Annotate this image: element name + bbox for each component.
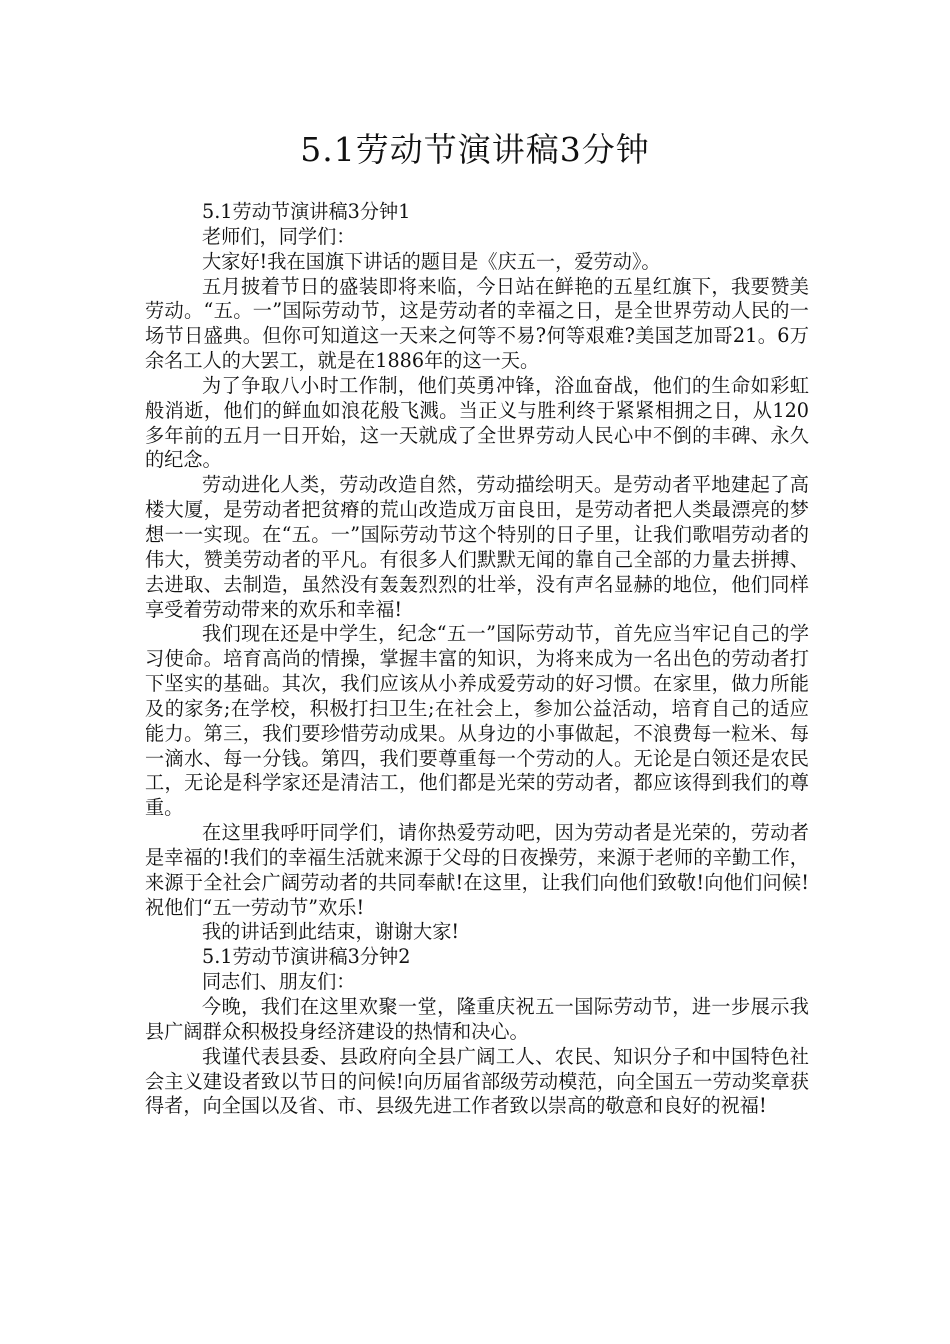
paragraph-body: 劳动进化人类，劳动改造自然，劳动描绘明天。是劳动者平地建起了高楼大厦，是劳动者把贫瘠的荒山改造成万亩良田，是劳动者把人类最漂亮的梦想一一实现。在“五。一”国际劳动节这个特别的日子里，让我们歌唱劳动者的伟大，赞美劳动者的平凡。有很多人们默默无闻的靠自己全部的力量去拼搏、去进取、去制造，虽然没有轰轰烈烈的壮举，没有声名显赫的地位，他们同样享受着劳动带来的欢乐和幸福! — [145, 473, 809, 621]
paragraph-closing: 我的讲话到此结束，谢谢大家! — [202, 920, 460, 944]
paragraph-subtitle-2: 5.1劳动节演讲稿3分钟2 — [202, 945, 411, 969]
paragraph-body: 在这里我呼吁同学们，请你热爱劳动吧，因为劳动者是光荣的，劳动者是幸福的!我们的幸福生活就来源于父母的日夜操劳，来源于老师的辛勤工作，来源于全社会广阔劳动者的共同奉献!在这里，让我们向他们致敬!向他们问候!祝他们“五一劳动节”欢乐! — [145, 821, 809, 919]
paragraph-body: 我们现在还是中学生，纪念“五一”国际劳动节，首先应当牢记自己的学习使命。培育高尚的情操，掌握丰富的知识，为将来成为一名出色的劳动者打下坚实的基础。其次，我们应该从小养成爱劳动的好习惯。在家里，做力所能及的家务;在学校，积极打扫卫生;在社会上，参加公益活动，培育自己的适应能力。第三，我们要珍惜劳动成果。从身边的小事做起，不浪费每一粒米、每一滴水、每一分钱。第四，我们要尊重每一个劳动的人。无论是白领还是农民工，无论是科学家还是清洁工，他们都是光荣的劳动者，都应该得到我们的尊重。 — [145, 622, 809, 820]
paragraph-subtitle-1: 5.1劳动节演讲稿3分钟1 — [202, 200, 411, 223]
paragraph-body: 为了争取八小时工作制，他们英勇冲锋，浴血奋战，他们的生命如彩虹般消逝，他们的鲜血如浪花般飞溅。当正义与胜利终于紧紧相拥之日，从120多年前的五月一日开始，这一天就成了全世界劳动人民心中不倒的丰碑、永久的纪念。 — [145, 373, 809, 472]
document-body — [145, 200, 809, 1119]
paragraph-body: 五月披着节日的盛装即将来临，今日站在鲜艳的五星红旗下，我要赞美劳动。“五。一”国际劳动节，这是劳动者的幸福之日，是全世界劳动人民的一场节日盛典。但你可知道这一天来之何等不易?何等艰难?美国芝加哥21。6万余名工人的大罢工，就是在1886年的这一天。 — [145, 274, 809, 373]
paragraph-salutation-2: 同志们、朋友们： — [202, 970, 356, 994]
paragraph-greeting: 大家好!我在国旗下讲话的题目是《庆五一，爱劳动》。 — [202, 249, 661, 273]
paragraph-body: 我谨代表县委、县政府向全县广阔工人、农民、知识分子和中国特色社会主义建设者致以节日的问候!向历届省部级劳动模范，向全国五一劳动奖章获得者，向全国以及省、市、县级先进工作者致以崇高的敬意和良好的祝福! — [145, 1044, 809, 1118]
paragraph-body: 今晚，我们在这里欢聚一堂，隆重庆祝五一国际劳动节，进一步展示我县广阔群众积极投身经济建设的热情和决心。 — [145, 995, 809, 1043]
document-title: 5.1劳动节演讲稿3分钟 — [300, 130, 650, 169]
paragraph-salutation-1: 老师们，同学们： — [202, 224, 356, 248]
